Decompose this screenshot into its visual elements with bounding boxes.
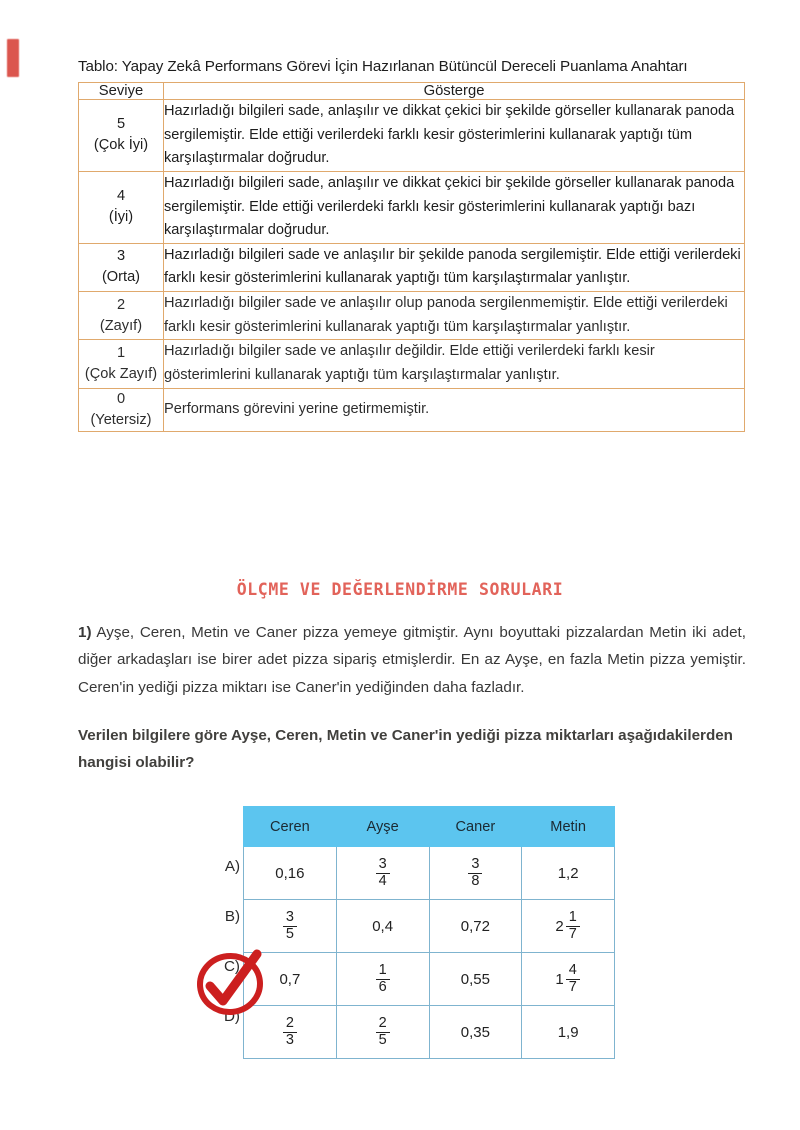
rubric-level-cell <box>79 340 164 388</box>
rubric-header-indicator: Gösterge <box>164 83 745 100</box>
options-cell <box>429 847 522 900</box>
rubric-level-cell <box>79 100 164 172</box>
rubric-level-cell <box>79 243 164 291</box>
options-cell <box>522 1006 615 1059</box>
rubric-level-number: 0 <box>116 390 126 407</box>
rubric-level-number: 1 <box>116 344 126 361</box>
rubric-level-name: (Çok İyi) <box>93 137 149 154</box>
rubric-level-number: 2 <box>116 296 126 313</box>
numerator: 1 <box>568 909 577 926</box>
options-row[interactable] <box>244 900 615 953</box>
option-label-a[interactable]: A) <box>224 858 240 875</box>
denominator: 7 <box>566 926 580 942</box>
rubric-header-row <box>79 83 745 100</box>
decimal-value: 0,72 <box>460 917 490 935</box>
red-edge-marker <box>7 39 19 77</box>
question-body-text: Ayşe, Ceren, Metin ve Caner pizza yemeye gitmiştir. Aynı boyuttaki pizzalardan Metin iki adet, diğer arkadaşları ise birer adet pizza sipariş etmişlerdir. En az Ayşe, en fazla Metin pizza yemiştir. Ceren'in yediği pizza miktarı ise Caner'in yediğinden daha fazladır. <box>78 624 746 696</box>
decimal-value: 0,4 <box>372 917 394 935</box>
fraction-value <box>283 910 297 941</box>
rubric-description-cell: Hazırladığı bilgileri sade, anlaşılır ve dikkat çekici bir şekilde görseller kullanarak panoda sergilemiştir. Elde ettiği verilerdeki farklı kesir gösterimlerini kullanarak yaptığı tüm karşılaştırmalar doğrudur. <box>164 100 745 172</box>
rubric-table-title: Tablo: Yapay Zekâ Performans Görevi İçin Hazırlanan Bütüncül Dereceli Puanlama Anahtarı <box>78 58 688 75</box>
rubric-row <box>79 171 745 243</box>
options-row[interactable] <box>244 847 615 900</box>
denominator: 3 <box>283 1032 297 1048</box>
rubric-level-cell <box>79 171 164 243</box>
decimal-value: 0,55 <box>460 970 490 988</box>
options-column-header: Ceren <box>244 807 337 847</box>
options-cell <box>336 1006 429 1059</box>
rubric-row <box>79 292 745 340</box>
numerator: 3 <box>471 856 480 873</box>
decimal-value: 1,2 <box>557 864 579 882</box>
rubric-description-cell: Performans görevini yerine getirmemiştir. <box>164 388 745 431</box>
question-number: 1) <box>78 624 92 641</box>
options-column-header: Caner <box>429 807 522 847</box>
options-row[interactable] <box>244 953 615 1006</box>
section-heading: ÖLÇME VE DEĞERLENDİRME SORULARI <box>236 580 564 599</box>
mixed-number-value <box>555 963 580 994</box>
mixed-fraction-part <box>566 910 580 941</box>
rubric-level-number: 3 <box>116 248 126 265</box>
denominator: 8 <box>468 873 482 889</box>
fraction-value <box>376 1016 390 1047</box>
mixed-whole-part: 1 <box>555 970 564 988</box>
rubric-level-name: (Zayıf) <box>99 317 143 334</box>
rubric-description-cell: Hazırladığı bilgileri sade, anlaşılır ve dikkat çekici bir şekilde görseller kullanarak panoda sergilemiştir. Elde ettiği verilerdeki farklı kesir gösterimlerini kullanarak yaptığı bazı karşılaştırmalar doğrudur. <box>164 171 745 243</box>
fraction-value <box>376 857 390 888</box>
question-prompt: Verilen bilgilere göre Ayşe, Ceren, Metin ve Caner'in yediği pizza miktarları aşağıdakilerden hangisi olabilir? <box>78 727 733 772</box>
numerator: 4 <box>568 962 577 979</box>
rubric-description-cell: Hazırladığı bilgiler sade ve anlaşılır olup panoda sergilenmemiştir. Elde ettiği verilerdeki farklı kesir gösterimlerini kullanarak yaptığı tüm karşılaştırmalar yanlıştır. <box>164 292 745 340</box>
rubric-level-number: 5 <box>116 116 126 133</box>
rubric-table <box>78 82 745 432</box>
fraction-value <box>283 1016 297 1047</box>
options-cell <box>336 953 429 1006</box>
options-cell <box>429 1006 522 1059</box>
options-row[interactable] <box>244 1006 615 1059</box>
rubric-level-name: (Yetersiz) <box>90 411 152 428</box>
denominator: 6 <box>376 979 390 995</box>
rubric-level-name: (İyi) <box>108 209 134 226</box>
decimal-value: 0,35 <box>460 1023 490 1041</box>
rubric-row <box>79 388 745 431</box>
decimal-value: 0,16 <box>275 864 305 882</box>
numerator: 2 <box>378 1015 387 1032</box>
denominator: 5 <box>283 926 297 942</box>
rubric-header-level: Seviye <box>79 83 164 100</box>
rubric-level-name: (Çok Zayıf) <box>84 366 158 383</box>
options-cell <box>244 1006 337 1059</box>
rubric-row <box>79 100 745 172</box>
denominator: 5 <box>376 1032 390 1048</box>
rubric-level-name: (Orta) <box>101 269 141 286</box>
denominator: 7 <box>566 979 580 995</box>
mixed-number-value <box>555 910 580 941</box>
options-column-header: Ayşe <box>336 807 429 847</box>
rubric-level-number: 4 <box>116 188 126 205</box>
option-label-b[interactable]: B) <box>224 908 240 925</box>
options-cell <box>336 847 429 900</box>
numerator: 3 <box>285 909 294 926</box>
options-cell <box>336 900 429 953</box>
numerator: 3 <box>378 856 387 873</box>
options-table <box>243 806 615 1059</box>
rubric-description-cell: Hazırladığı bilgileri sade ve anlaşılır bir şekilde panoda sergilemiştir. Elde ettiği verilerdeki farklı kesir gösterimlerini kullanarak yaptığı tüm karşılaştırmalar yanlıştır. <box>164 243 745 291</box>
rubric-row <box>79 340 745 388</box>
options-cell <box>244 953 337 1006</box>
denominator: 4 <box>376 873 390 889</box>
fraction-value <box>468 857 482 888</box>
fraction-value <box>376 963 390 994</box>
option-label-c[interactable]: C) <box>223 958 240 975</box>
option-label-d[interactable]: D) <box>223 1008 240 1025</box>
mixed-fraction-part <box>566 963 580 994</box>
numerator: 2 <box>285 1015 294 1032</box>
rubric-description-cell: Hazırladığı bilgiler sade ve anlaşılır değildir. Elde ettiği verilerdeki farklı kesir gösterimlerini kullanarak yaptığı tüm karşılaştırmalar yanlıştır. <box>164 340 745 388</box>
decimal-value: 1,9 <box>557 1023 579 1041</box>
numerator: 1 <box>378 962 387 979</box>
options-table-wrap <box>243 806 602 1059</box>
options-cell <box>244 900 337 953</box>
rubric-level-cell <box>79 388 164 431</box>
decimal-value: 0,7 <box>279 970 301 988</box>
options-cell <box>429 953 522 1006</box>
rubric-row <box>79 243 745 291</box>
options-cell <box>429 900 522 953</box>
options-cell <box>522 953 615 1006</box>
options-cell <box>244 847 337 900</box>
options-column-header: Metin <box>522 807 615 847</box>
rubric-level-cell <box>79 292 164 340</box>
mixed-whole-part: 2 <box>555 917 564 935</box>
options-header-row <box>244 807 615 847</box>
options-cell <box>522 847 615 900</box>
question-paragraph <box>78 619 746 701</box>
options-cell <box>522 900 615 953</box>
